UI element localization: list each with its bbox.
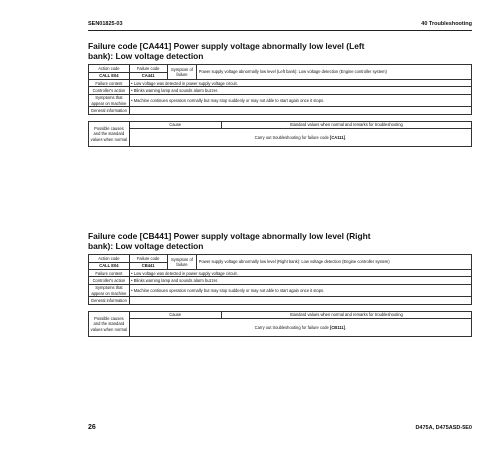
- failure-code-header: Failure code: [129, 65, 167, 72]
- possible-causes-label: Possible causes and the standard values when normal: [89, 121, 130, 147]
- controller-action-label: Controller's action: [89, 87, 130, 94]
- reference-code: [CA111]: [329, 135, 345, 141]
- general-info-label: General information: [89, 107, 130, 114]
- reference-code: [CB111]: [329, 325, 345, 331]
- symptoms-value: [129, 284, 471, 297]
- standard-values-header: Standard values when normal and remarks for troubleshooting: [221, 121, 471, 128]
- troubleshooting-note: Carry out troubleshooting for failure code [CA111].: [129, 129, 471, 147]
- title-line-2: bank): Low voltage detection: [88, 240, 204, 251]
- symptoms-label: Symptoms that appear on machine: [89, 284, 130, 297]
- failure-content-text: • Low voltage was detected in power supply voltage circuit.: [131, 81, 238, 86]
- failure-code-value: CB441: [129, 262, 167, 269]
- controller-action-text: • Blinks warning lamp and sounds alarm buzzer.: [131, 278, 218, 283]
- possible-causes-label: Possible causes and the standard values when normal: [89, 311, 130, 337]
- failure-content-value: [129, 79, 471, 86]
- cause-header: Cause: [129, 311, 221, 318]
- symptoms-label: Symptoms that appear on machine: [89, 94, 130, 107]
- failure-section-ca441: [88, 42, 472, 147]
- action-code-header: Action code: [89, 255, 130, 262]
- failure-description: Power supply voltage abnormally low level (Left bank): Low voltage detection (Engine controller system): [197, 65, 472, 80]
- possible-causes-table: [88, 311, 472, 338]
- controller-action-value: [129, 87, 471, 94]
- symptoms-text: • Machine continues operation normally but may stop suddenly or may not able to start again once it stops.: [131, 98, 324, 103]
- title-line-1: Failure code [CA441] Power supply voltage abnormally low level (Left: [88, 41, 365, 51]
- standard-values-header: Standard values when normal and remarks for troubleshooting: [221, 311, 471, 318]
- machine-model: D475A, D475ASD-5E0: [415, 425, 472, 431]
- failure-code-header: Failure code: [129, 255, 167, 262]
- action-code-header: Action code: [89, 65, 130, 72]
- action-code-value: CALL E04: [89, 72, 130, 79]
- possible-causes-table: [88, 121, 472, 148]
- failure-content-label: Failure content: [89, 269, 130, 276]
- document-code: SEN01825-03: [88, 21, 123, 27]
- section-title: [88, 232, 472, 251]
- general-info-label: General information: [89, 297, 130, 304]
- failure-content-text: • Low voltage was detected in power supply voltage circuit.: [131, 271, 238, 276]
- failure-code-value: CA441: [129, 72, 167, 79]
- cause-header: Cause: [129, 121, 221, 128]
- symptoms-text: • Machine continues operation normally but may stop suddenly or may not able to start again once it stops.: [131, 288, 324, 293]
- failure-info-table: [88, 64, 472, 115]
- failure-info-table: [88, 254, 472, 305]
- failure-content-value: [129, 269, 471, 276]
- failure-content-label: Failure content: [89, 79, 130, 86]
- general-info-value: [129, 297, 471, 304]
- page-footer: [88, 424, 472, 434]
- symptom-header: Symptom of failure: [167, 65, 197, 80]
- page-number: 26: [88, 424, 96, 431]
- title-line-2: bank): Low voltage detection: [88, 50, 204, 61]
- failure-section-cb441: [88, 232, 472, 337]
- chapter-title: 40 Troubleshooting: [421, 21, 472, 27]
- action-code-value: CALL E04: [89, 262, 130, 269]
- symptom-header: Symptom of failure: [167, 255, 197, 270]
- general-info-value: [129, 107, 471, 114]
- failure-description: Power supply voltage abnormally low level (Right bank): Low voltage detection (Engine controller system): [197, 255, 472, 270]
- controller-action-label: Controller's action: [89, 277, 130, 284]
- controller-action-text: • Blinks warning lamp and sounds alarm buzzer.: [131, 88, 218, 93]
- title-line-1: Failure code [CB441] Power supply voltage abnormally low level (Right: [88, 231, 371, 241]
- controller-action-value: [129, 277, 471, 284]
- troubleshooting-note: Carry out troubleshooting for failure code [CB111].: [129, 319, 471, 337]
- section-title: [88, 42, 472, 61]
- symptoms-value: [129, 94, 471, 107]
- page-header: [88, 20, 472, 31]
